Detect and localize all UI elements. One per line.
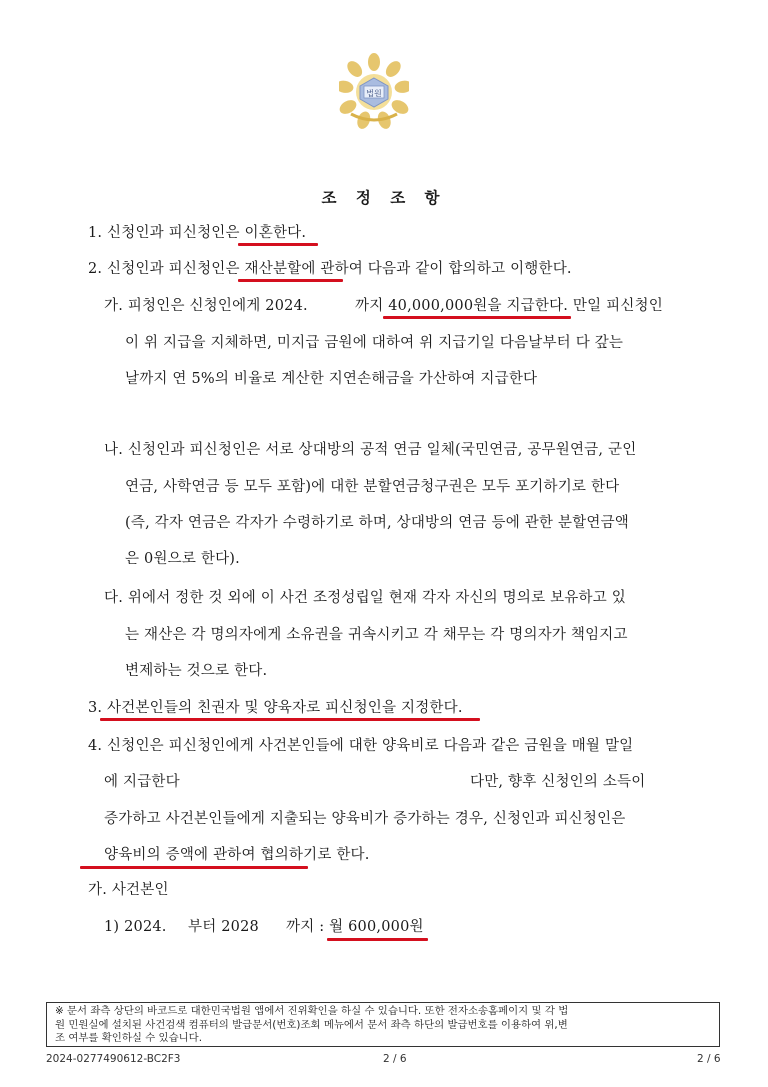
seal-text: 법원 [366, 89, 382, 98]
notice-line-1: ※ 문서 좌측 상단의 바코드로 대한민국법원 앱에서 진위확인을 하실 수 있습니다. 또한 전자소송홈페이지 및 각 법 [55, 1005, 569, 1017]
clause-2-ga-line3: 날까지 연 5%의 비율로 계산한 지연손해금을 가산하여 지급한다 [125, 371, 538, 387]
support-period-end: 부터 2028 [188, 919, 259, 935]
support-period-start: 1) 2024. [104, 919, 167, 935]
clause-2-na-line4: 은 0원으로 한다). [125, 551, 240, 567]
underline-mark [100, 718, 480, 721]
clause-2-ga-line2: 이 위 지급을 지체하면, 미지급 금원에 대하여 위 지급기일 다음날부터 다 갚는 [125, 335, 624, 351]
clause-4-line3: 증가하고 사건본인들에게 지출되는 양육비가 증가하는 경우, 신청인과 피신청인은 [104, 811, 626, 827]
verification-notice [46, 1002, 720, 1047]
clause-4-line4: 양육비의 증액에 관하여 협의하기로 한다. [104, 847, 370, 863]
clause-2-na-line3: (즉, 각자 연금은 각자가 수령하기로 하며, 상대방의 연금 등에 관한 분할연금액 [125, 515, 629, 531]
underline-mark [238, 243, 318, 246]
underline-mark [327, 938, 428, 941]
clause-2-da-line3: 변제하는 것으로 한다. [125, 663, 268, 679]
court-seal-emblem [339, 52, 409, 130]
underline-mark [383, 316, 571, 319]
clause-2-da-line1: 다. 위에서 정한 것 외에 이 사건 조정성립일 현재 각자 자신의 명의로 보유하고 있 [104, 590, 626, 606]
clause-2-ga-line1-a: 가. 피청인은 신청인에게 2024. [104, 298, 308, 314]
clause-4-line1: 4. 신청인은 피신청인에게 사건본인들에 대한 양육비로 다음과 같은 금원을 매월 말일 [88, 738, 634, 754]
clause-2-ga-line1-b: 까지 40,000,000원을 지급한다. 만일 피신청인 [355, 298, 663, 314]
clause-4-ga: 가. 사건본인 [88, 882, 169, 898]
notice-line-2: 원 민원실에 설치된 사건검색 컴퓨터의 발급문서(번호)조회 메뉴에서 문서 좌측 하단의 발급번호를 이용하여 위,변 [55, 1018, 568, 1031]
clause-2: 2. 신청인과 피신청인은 재산분할에 관하여 다음과 같이 합의하고 이행한다. [88, 261, 572, 277]
clause-4-line2-a: 에 지급한다 [104, 774, 180, 790]
clause-3: 3. 사건본인들의 친권자 및 양육자로 피신청인을 지정한다. [88, 700, 463, 716]
support-amount: 까지 : 월 600,000원 [286, 919, 424, 935]
page-number-center: 2 / 6 [383, 1053, 407, 1065]
clause-2-na-line1: 나. 신청인과 피신청인은 서로 상대방의 공적 연금 일체(국민연금, 공무원연금, 군인 [104, 442, 637, 458]
notice-line-3: 조 여부를 확인하실 수 있습니다. [55, 1032, 202, 1044]
clause-2-na-line2: 연금, 사학연금 등 모두 포함)에 대한 분할연금청구권은 모두 포기하기로 한다 [125, 479, 620, 495]
clause-4-line2-b: 다만, 향후 신청인의 소득이 [470, 774, 646, 790]
page-number-right: 2 / 6 [697, 1053, 721, 1065]
underline-mark [238, 279, 343, 282]
document-title: 조 정 조 항 [321, 188, 447, 207]
clause-2-da-line2: 는 재산은 각 명의자에게 소유권을 귀속시키고 각 채무는 각 명의자가 책임지고 [125, 627, 628, 643]
underline-mark [80, 866, 308, 869]
clause-1: 1. 신청인과 피신청인은 이혼한다. [88, 225, 307, 241]
document-number: 2024-0277490612-BC2F3 [46, 1053, 181, 1065]
